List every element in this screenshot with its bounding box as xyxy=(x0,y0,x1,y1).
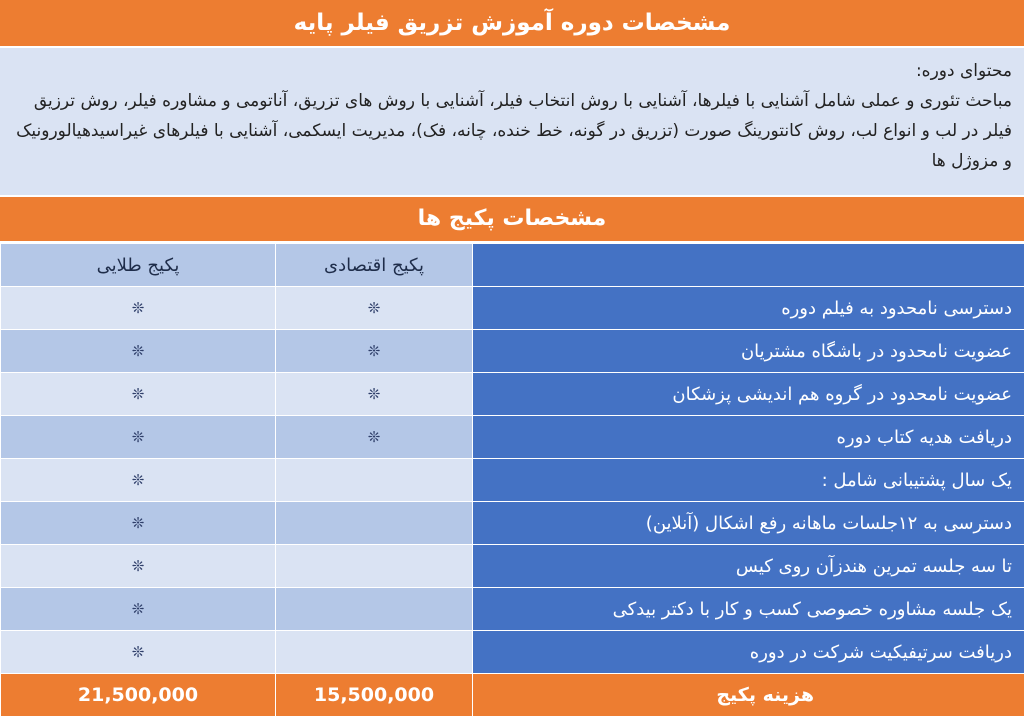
gold-mark: ❊ xyxy=(1,631,276,674)
feature-label: دریافت سرتیفیکیت شرکت در دوره xyxy=(473,631,1024,674)
gold-package-header: پکیج طلایی xyxy=(1,244,276,287)
economy-package-header: پکیج اقتصادی xyxy=(276,244,473,287)
price-label: هزینه پکیج xyxy=(473,674,1024,717)
packages-table xyxy=(0,243,1024,717)
economy-mark xyxy=(276,502,473,545)
table-row xyxy=(1,545,1024,588)
feature-label: دریافت هدیه کتاب دوره xyxy=(473,416,1024,459)
gold-mark: ❊ xyxy=(1,545,276,588)
feature-label: تا سه جلسه تمرین هندزآن روی کیس xyxy=(473,545,1024,588)
gold-mark: ❊ xyxy=(1,459,276,502)
content-heading: محتوای دوره: xyxy=(915,61,1012,81)
course-content-box xyxy=(0,48,1024,195)
table-row xyxy=(1,287,1024,330)
gold-mark: ❊ xyxy=(1,287,276,330)
price-row xyxy=(1,674,1024,717)
table-row xyxy=(1,416,1024,459)
table-row xyxy=(1,631,1024,674)
gold-mark: ❊ xyxy=(1,588,276,631)
economy-mark: ❊ xyxy=(276,287,473,330)
feature-label: دسترسی به ۱۲جلسات ماهانه رفع اشکال (آنلاین) xyxy=(473,502,1024,545)
economy-mark xyxy=(276,545,473,588)
economy-mark: ❊ xyxy=(276,330,473,373)
economy-mark: ❊ xyxy=(276,373,473,416)
table-row xyxy=(1,459,1024,502)
packages-title: مشخصات پکیج ها xyxy=(0,197,1024,241)
gold-mark: ❊ xyxy=(1,373,276,416)
feature-label: دسترسی نامحدود به فیلم دوره xyxy=(473,287,1024,330)
feature-label: عضویت نامحدود در باشگاه مشتریان xyxy=(473,330,1024,373)
feature-label: عضویت نامحدود در گروه هم اندیشی پزشکان xyxy=(473,373,1024,416)
economy-mark xyxy=(276,588,473,631)
economy-mark xyxy=(276,459,473,502)
gold-price: 21,500,000 xyxy=(1,674,276,717)
gold-mark: ❊ xyxy=(1,416,276,459)
economy-mark xyxy=(276,631,473,674)
table-header-row xyxy=(1,244,1024,287)
table-row xyxy=(1,330,1024,373)
table-row xyxy=(1,502,1024,545)
gold-mark: ❊ xyxy=(1,330,276,373)
economy-mark: ❊ xyxy=(276,416,473,459)
feature-label: یک سال پشتیبانی شامل : xyxy=(473,459,1024,502)
feature-label: یک جلسه مشاوره خصوصی کسب و کار با دکتر بیدکی xyxy=(473,588,1024,631)
table-row xyxy=(1,373,1024,416)
feature-header-cell xyxy=(473,244,1024,287)
economy-price: 15,500,000 xyxy=(276,674,473,717)
page-title: مشخصات دوره آموزش تزریق فیلر پایه xyxy=(0,0,1024,46)
table-row xyxy=(1,588,1024,631)
gold-mark: ❊ xyxy=(1,502,276,545)
content-body: مباحث تئوری و عملی شامل آشنایی با فیلرها، آشنایی با روش انتخاب فیلر، آشنایی با روش های تزریق، آناتومی و مشاوره فیلر، روش ترزیق فیلر در لب و انواع لب، روش کانتورینگ صورت (تزریق در گونه، خط خنده، چانه، فک)، مدیریت ایسکمی، آشنایی با فیلرهای غیراسیدهیالورونیک و مزوژل ها xyxy=(16,91,1012,171)
